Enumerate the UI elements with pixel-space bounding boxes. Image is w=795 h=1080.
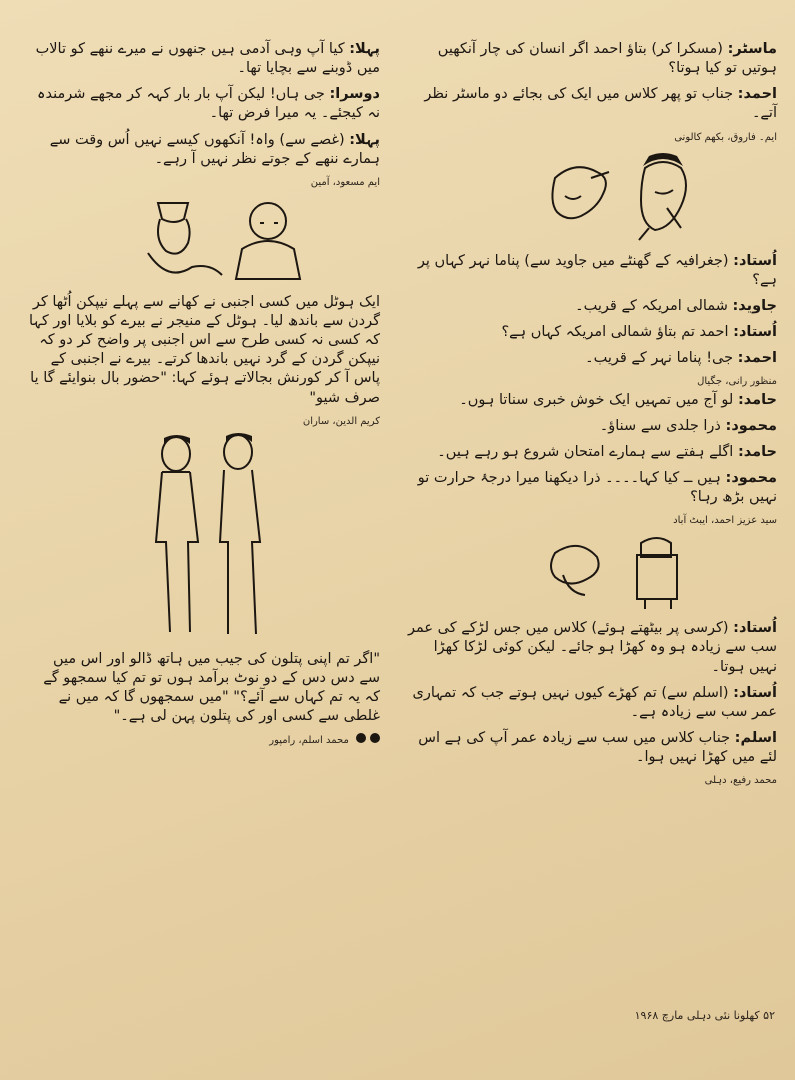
joke-line: احمد: جی! پناما نہر کے قریب۔ bbox=[585, 350, 777, 367]
joke-line: پہلا: کیا آپ وہی آدمی ہیں جنھوں نے میرے ننھے کو تالاب میں ڈوبنے سے بچایا تھا۔ bbox=[35, 41, 380, 77]
cartoon-two-standing-men-icon bbox=[28, 432, 380, 642]
joke-line: محمود: ہیں ــ کیا کہا۔۔۔۔ ذرا دیکھنا میرا درجۂ حرارت تو نہیں بڑھ رہا؟ bbox=[417, 469, 777, 505]
author-credit: ایم۔ فاروق، بکھم کالونی bbox=[674, 131, 777, 143]
joke-line: دوسرا: جی ہاں! لیکن آپ بار بار کہہ کر مجھے شرمندہ نہ کیجئے۔ یہ میرا فرض تھا۔ bbox=[37, 86, 380, 122]
cartoon-waiter-stranger-icon bbox=[28, 193, 380, 285]
joke-line: پہلا: (غصے سے) واہ! آنکھوں کیسے نہیں اُس وقت سے ہمارے ننھے کے جوتے نظر نہیں آ رہے۔ bbox=[49, 131, 380, 167]
bullet-dot-icon bbox=[370, 733, 380, 743]
joke-line: جاوید: شمالی امریکہ کے قریب۔ bbox=[575, 297, 777, 314]
cartoon-teacher-chair-icon bbox=[405, 531, 777, 611]
cartoon-teacher-student-icon bbox=[405, 148, 777, 244]
author-credit: سید عزیز احمد، ایبٹ آباد bbox=[673, 515, 777, 527]
joke-line: اُستاد: (جغرافیہ کے گھنٹے میں جاوید سے) پناما نہر کہاں پر ہے؟ bbox=[417, 252, 777, 288]
left-column bbox=[28, 40, 380, 750]
joke-line: اُستاد: (اسلم سے) تم کھڑے کیوں نہیں ہوتے جب کہ تمہاری عمر سب سے زیادہ ہے۔ bbox=[412, 684, 777, 720]
joke-line: اُستاد: (کرسی پر بیٹھتے ہوئے) کلاس میں جس لڑکے کی عمر سب سے زیادہ ہو وہ کھڑا ہو جائے۔ لیکن کوئی لڑکا کھڑا نہیں ہوتا۔ bbox=[407, 620, 777, 675]
joke-line: احمد: جناب تو پھر کلاس میں ایک کی بجائے دو ماسٹر نظر آتے۔ bbox=[424, 86, 777, 122]
page-footer: ۵۲ کھلونا نئی دہلی مارچ ۱۹۶۸ bbox=[634, 1009, 775, 1022]
bullet-dot-icon bbox=[356, 733, 366, 743]
joke-line: حامد: اگلے ہفتے سے ہمارے امتحان شروع ہو رہے ہیں۔ bbox=[437, 443, 777, 460]
author-credit: ایم مسعود، آمین bbox=[310, 176, 380, 188]
author-credit: محمد رفیع، دہلی bbox=[704, 775, 777, 787]
joke-paragraph: ایک ہوٹل میں کسی اجنبی نے کھانے سے پہلے نیپکن اُٹھا کر گردن سے باندھ لیا۔ ہوٹل کے منیجر نے بیرے کو بلایا اور کہا کہ کسی نہ کسی طرح سے اس اجنبی پر واضح کر دو کہ نیپکن گردن کے گرد نہیں باندھا کرتے۔ بیرے نے اجنبی کے پاس آ کر کورنش بجالاتے ہوئے کہا: "حضور بال بنوایئے گا یا صرف شیو" bbox=[28, 293, 380, 406]
joke-line: ماسٹر: (مسکرا کر) بتاؤ احمد اگر انسان کی چار آنکھیں ہوتیں تو کیا ہوتا؟ bbox=[437, 41, 777, 77]
joke-paragraph: "اگر تم اپنی پتلون کی جیب میں ہاتھ ڈالو اور اس میں سے دس دس کے دو نوٹ برآمد ہوں تو تم کیا سمجھو گے کہ یہ تم کہاں سے آئے؟" "میں سمجھوں گا کہ میں نے غلطی سے کسی اور کی پتلون پہن لی ہے۔" bbox=[43, 650, 380, 725]
author-credit: منظور رانی، جگیال bbox=[697, 376, 777, 388]
right-column bbox=[405, 40, 777, 789]
joke-line: اُستاد: احمد تم بتاؤ شمالی امریکہ کہاں ہے؟ bbox=[501, 324, 777, 341]
joke-line: حامد: لو آج میں تمہیں ایک خوش خبری سناتا ہوں۔ bbox=[459, 391, 777, 408]
joke-line: محمود: ذرا جلدی سے سناؤ۔ bbox=[599, 417, 777, 434]
author-credit: کریم الدین، ساران bbox=[302, 415, 380, 427]
author-credit: محمد اسلم، رامپور bbox=[28, 733, 380, 747]
joke-line: اسلم: جناب کلاس میں سب سے زیادہ عمر آپ کی ہے اس لئے میں کھڑا نہیں ہوا۔ bbox=[418, 729, 777, 766]
